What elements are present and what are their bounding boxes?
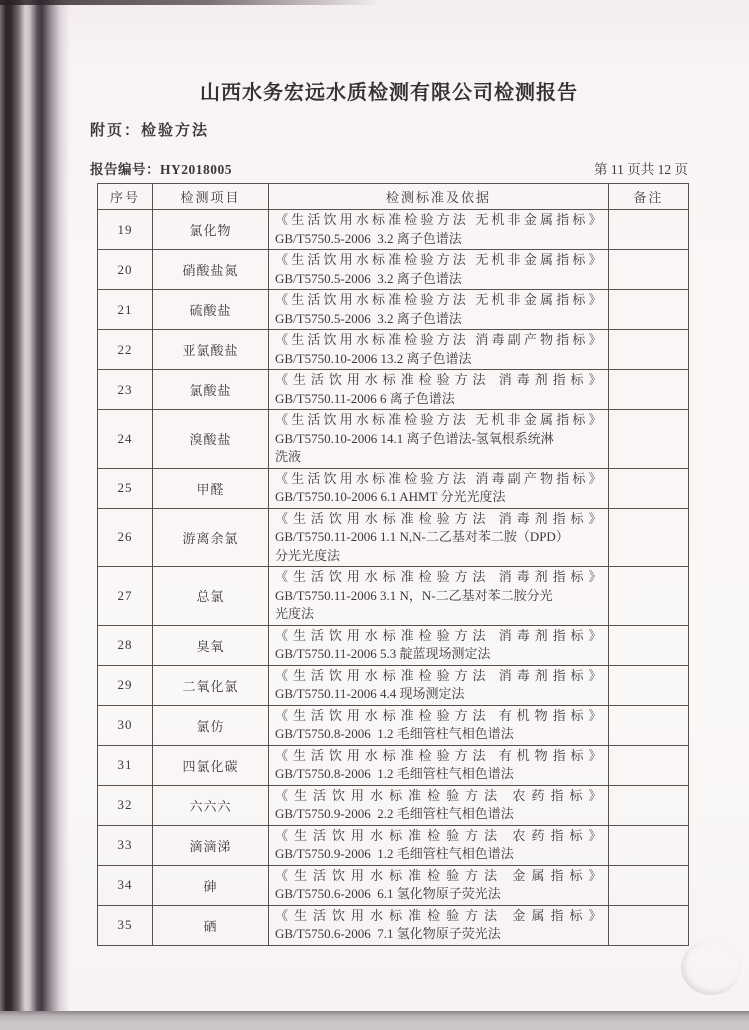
table-row xyxy=(98,625,689,665)
cell-remark xyxy=(609,508,689,567)
cell-seq-no: 27 xyxy=(98,567,153,626)
standard-line: 《生活饮用水标准检验方法 无机非金属指标》 xyxy=(275,412,602,427)
cell-seq-no: 28 xyxy=(98,625,153,665)
cell-test-item: 总氯 xyxy=(153,567,269,626)
cell-seq-no: 24 xyxy=(98,410,153,469)
cell-test-item: 四氯化碳 xyxy=(153,745,269,785)
cell-test-standard xyxy=(269,745,609,785)
standard-line: 《生活饮用水标准检验方法 有机物指标》 xyxy=(275,747,602,763)
cell-seq-no: 29 xyxy=(98,665,153,705)
cell-remark xyxy=(609,825,689,865)
cell-remark xyxy=(609,250,689,290)
cell-test-item: 硫酸盐 xyxy=(153,290,269,330)
table-row xyxy=(98,785,689,825)
standard-line: 《生活饮用水标准检验方法 有机物指标》 xyxy=(275,707,602,723)
methods-table xyxy=(97,183,689,946)
standard-line: 《生活饮用水标准检验方法 金属指标》 xyxy=(275,867,602,883)
cell-remark xyxy=(609,865,689,905)
cell-test-standard xyxy=(269,865,609,905)
table-row xyxy=(98,825,689,865)
standard-line: GB/T5750.10-2006 6.1 AHMT 分光光度法 xyxy=(275,489,506,504)
cell-seq-no: 19 xyxy=(98,210,153,250)
cell-seq-no: 20 xyxy=(98,250,153,290)
cell-seq-no: 23 xyxy=(98,370,153,410)
cell-remark xyxy=(609,210,689,250)
table-header-row xyxy=(98,184,689,210)
standard-line: 洗液 xyxy=(275,449,302,464)
cell-remark xyxy=(609,625,689,665)
cell-test-standard xyxy=(269,330,609,370)
header-test-item: 检测项目 xyxy=(153,184,269,210)
table-row xyxy=(98,250,689,290)
cell-test-item: 硒 xyxy=(153,905,269,945)
table-row xyxy=(98,330,689,370)
cell-test-standard xyxy=(269,468,609,508)
standard-line: 《生活饮用水标准检验方法 消毒剂指标》 xyxy=(275,569,602,584)
cell-remark xyxy=(609,705,689,745)
standard-line: 《生活饮用水标准检验方法 金属指标》 xyxy=(275,907,602,923)
cell-test-standard xyxy=(269,705,609,745)
standard-line: 《生活饮用水标准检验方法 消毒剂指标》 xyxy=(275,372,602,387)
report-number: 报告编号：HY2018005 xyxy=(90,162,232,177)
header-seq-no: 序号 xyxy=(98,184,153,210)
cell-test-item: 溴酸盐 xyxy=(153,410,269,469)
cell-test-standard xyxy=(269,508,609,567)
cell-test-standard xyxy=(269,210,609,250)
standard-line: 《生活饮用水标准检验方法 农药指标》 xyxy=(275,787,602,803)
cell-remark xyxy=(609,567,689,626)
table-row xyxy=(98,745,689,785)
table-row xyxy=(98,290,689,330)
standard-line: 《生活饮用水标准检验方法 消毒副产物指标》 xyxy=(275,332,602,347)
standard-line: GB/T5750.10-2006 13.2 离子色谱法 xyxy=(275,350,472,366)
cell-seq-no: 25 xyxy=(98,468,153,508)
cell-test-item: 氯酸盐 xyxy=(153,370,269,410)
cell-remark xyxy=(609,330,689,370)
cell-test-standard xyxy=(269,370,609,410)
cell-remark xyxy=(609,468,689,508)
cell-test-item: 砷 xyxy=(153,865,269,905)
standard-line: 《生活饮用水标准检验方法 无机非金属指标》 xyxy=(275,292,602,307)
table-row xyxy=(98,905,689,945)
cell-test-standard xyxy=(269,250,609,290)
cell-test-item: 氯化物 xyxy=(153,210,269,250)
cell-seq-no: 31 xyxy=(98,745,153,785)
cell-seq-no: 26 xyxy=(98,508,153,567)
standard-line: GB/T5750.5-2006 3.2 离子色谱法 xyxy=(275,230,462,246)
table-row xyxy=(98,865,689,905)
cell-seq-no: 33 xyxy=(98,825,153,865)
standard-line: GB/T5750.11-2006 3.1 N，N-二乙基对苯二胺分光 xyxy=(275,587,553,603)
cell-test-standard xyxy=(269,625,609,665)
cell-remark xyxy=(609,290,689,330)
standard-line: GB/T5750.11-2006 6 离子色谱法 xyxy=(275,390,455,406)
standard-line: GB/T5750.10-2006 14.1 离子色谱法-氢氧根系统淋 xyxy=(275,430,554,446)
cell-seq-no: 35 xyxy=(98,905,153,945)
standard-line: GB/T5750.9-2006 1.2 毛细管柱气相色谱法 xyxy=(275,846,514,861)
cell-seq-no: 21 xyxy=(98,290,153,330)
cell-seq-no: 34 xyxy=(98,865,153,905)
header-test-standard: 检测标准及依据 xyxy=(269,184,609,210)
standard-line: 《生活饮用水标准检验方法 消毒剂指标》 xyxy=(275,510,602,526)
cell-test-item: 亚氯酸盐 xyxy=(153,330,269,370)
cell-remark xyxy=(609,410,689,469)
report-meta-row xyxy=(90,158,688,178)
table-row xyxy=(98,665,689,705)
standard-line: 《生活饮用水标准检验方法 消毒剂指标》 xyxy=(275,627,602,643)
cell-test-item: 臭氧 xyxy=(153,625,269,665)
page-indicator: 第 11 页共 12 页 xyxy=(594,162,688,177)
cell-test-standard xyxy=(269,905,609,945)
cell-test-item: 游离余氯 xyxy=(153,508,269,567)
cell-test-item: 二氧化氯 xyxy=(153,665,269,705)
standard-line: GB/T5750.8-2006 1.2 毛细管柱气相色谱法 xyxy=(275,726,514,741)
cell-test-item: 氯仿 xyxy=(153,705,269,745)
table-row xyxy=(98,468,689,508)
standard-line: GB/T5750.5-2006 3.2 离子色谱法 xyxy=(275,270,462,286)
attachment-subtitle: 附页：检验方法 xyxy=(90,122,210,139)
cell-test-item: 滴滴涕 xyxy=(153,825,269,865)
cell-test-item: 硝酸盐氮 xyxy=(153,250,269,290)
cell-remark xyxy=(609,785,689,825)
cell-test-standard xyxy=(269,665,609,705)
page-title: 山西水务宏远水质检测有限公司检测报告 xyxy=(200,82,578,104)
standard-line: 《生活饮用水标准检验方法 无机非金属指标》 xyxy=(275,212,602,227)
cell-remark xyxy=(609,745,689,785)
cell-seq-no: 30 xyxy=(98,705,153,745)
cell-seq-no: 32 xyxy=(98,785,153,825)
cell-test-standard xyxy=(269,825,609,865)
cell-test-item: 甲醛 xyxy=(153,468,269,508)
cell-test-standard xyxy=(269,290,609,330)
standard-line: GB/T5750.6-2006 6.1 氢化物原子荧光法 xyxy=(275,886,501,901)
standard-line: GB/T5750.11-2006 1.1 N,N-二乙基对苯二胺（DPD） xyxy=(275,529,569,544)
standard-line: GB/T5750.11-2006 5.3 靛蓝现场测定法 xyxy=(275,646,491,661)
table-row xyxy=(98,210,689,250)
standard-line: 分光光度法 xyxy=(275,547,341,563)
paper-curl-mark xyxy=(681,940,741,995)
table-row xyxy=(98,410,689,469)
table-row xyxy=(98,370,689,410)
cell-test-standard xyxy=(269,410,609,469)
standard-line: GB/T5750.5-2006 3.2 离子色谱法 xyxy=(275,310,462,326)
table-row xyxy=(98,508,689,567)
table-row xyxy=(98,567,689,626)
header-remark: 备注 xyxy=(609,184,689,210)
standard-line: GB/T5750.8-2006 1.2 毛细管柱气相色谱法 xyxy=(275,766,514,781)
cell-remark xyxy=(609,370,689,410)
cell-test-standard xyxy=(269,785,609,825)
scan-bottom-edge xyxy=(0,1011,749,1030)
cell-remark xyxy=(609,905,689,945)
methods-table-body xyxy=(98,210,689,946)
cell-remark xyxy=(609,665,689,705)
standard-line: GB/T5750.11-2006 4.4 现场测定法 xyxy=(275,686,465,701)
standard-line: 《生活饮用水标准检验方法 消毒副产物指标》 xyxy=(275,470,602,486)
standard-line: GB/T5750.6-2006 7.1 氢化物原子荧光法 xyxy=(275,926,501,941)
standard-line: 《生活饮用水标准检验方法 消毒剂指标》 xyxy=(275,667,602,683)
standard-line: 《生活饮用水标准检验方法 无机非金属指标》 xyxy=(275,252,602,267)
cell-test-item: 六六六 xyxy=(153,785,269,825)
page-binding-shadow xyxy=(0,0,70,1011)
table-row xyxy=(98,705,689,745)
cell-seq-no: 22 xyxy=(98,330,153,370)
cell-test-standard xyxy=(269,567,609,626)
standard-line: GB/T5750.9-2006 2.2 毛细管柱气相色谱法 xyxy=(275,806,514,821)
scan-top-edge xyxy=(0,0,380,5)
standard-line: 《生活饮用水标准检验方法 农药指标》 xyxy=(275,827,602,843)
standard-line: 光度法 xyxy=(275,606,315,621)
